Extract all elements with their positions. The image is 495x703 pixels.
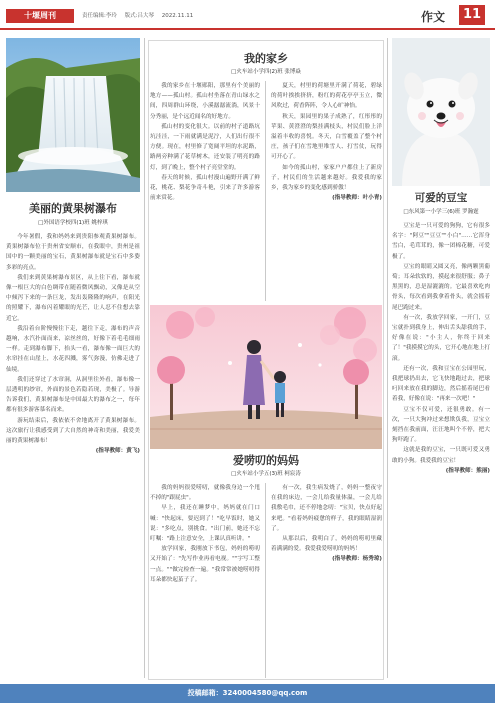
paragraph: 我的妈妈很爱唠叨，就像我身边一个甩不掉的"跟屁虫"。 [150, 485, 260, 502]
paragraph: 豆宝的眼睛又圆又亮，像两颗黑葡萄；耳朵软软的，摸起来很舒服；鼻子黑黑的，总是湿漉漉的。它最喜欢吃肉骨头，每次看到我拿着骨头，就会摇着尾巴跑过来。 [392, 263, 490, 311]
paragraph: 我们来到黄果树瀑布景区，从上往下看，瀑布就像一根巨大的白色绸带在随着微风飘动，又像是从空中倾泻下来的一条巨龙，发出轰隆隆的响声，在阳光的照耀下，瀑布闪着耀眼的光芒，让人忍不住想去靠近它。 [6, 274, 140, 322]
teacher-credit: (指导教师：黄飞) [95, 448, 140, 455]
paragraph: 有一次，我放学回家，一开门，豆宝就扑到我身上，伸出舌头舔我的手，好像在说："小主人，你终于回来了！"我摸摸它的头，它开心地在地上打滚。 [392, 314, 490, 362]
paragraph: 豆宝不仅可爱，还很勇敢。有一次，一只大狗冲过来想欺负我，豆宝立刻挡在我前面，汪汪地叫个不停，把大狗吓跑了。 [392, 406, 490, 444]
paragraph: 如今的孤山村，家家户户都住上了新房子，村民们的生活越来越好。我爱我的家乡，我为家乡的变化感到骄傲！ [271, 164, 382, 192]
article-body [150, 81, 260, 303]
paragraph: 我们还穿过了水帘洞，从洞里往外看，瀑布像一层透明的纱帘，外面的景色若隐若现，美极了。导游告诉我们，黄果树瀑布是中国最大的瀑布之一，每年都有很多游客慕名而来。 [6, 376, 140, 414]
layout-credit: 版式:吕大琴 [124, 13, 154, 19]
article-byline: □东风第一小学三(6)班 罗瀚霆 [403, 209, 479, 215]
article-body [150, 483, 260, 678]
paragraph: 放学回家，我刚放下书包，妈妈的唠叨又开始了："先写作业再看电视。""字写工整一点。""做完检查一遍。"我常常被她唠叨得耳朵都快起茧子了。 [150, 546, 260, 583]
article-byline: □外国语学校四(1)班 姚梓琪 [38, 220, 108, 226]
article-body [6, 232, 140, 678]
header-meta [82, 11, 199, 19]
article-body [392, 221, 490, 678]
paragraph: 早上，我还在睡梦中，妈妈就在门口喊："快起床，要迟到了！"吃早饭时，她又说："多吃点，别挑食。"出门前，她还不忘叮嘱："路上注意安全，上课认真听讲。" [150, 505, 260, 543]
article-title: 美丽的黄果树瀑布 [29, 202, 117, 215]
page-header [0, 0, 495, 30]
column-divider [387, 38, 388, 678]
article-body [271, 81, 382, 303]
paragraph: 孤山村的变化很大。以前的村子道路坑坑洼洼，一下雨就满是泥泞，人们出行很不方便。现在，村里修了宽阔平坦的水泥路，路两旁种满了花草树木，还安装了明亮的路灯，到了晚上，整个村子亮堂堂的。 [150, 123, 260, 171]
teacher-credit: (指导教师：杨秀琼) [332, 556, 382, 563]
column-divider [144, 38, 145, 678]
submission-email: 投稿邮箱：3240004580@qq.com [187, 689, 308, 697]
paragraph: 豆宝是一只可爱的狗狗，它有很多名字："阿豆""豆豆""小白"……它浑身雪白，毛茸茸的，像一团棉花糖，可爱极了。 [392, 223, 490, 260]
mother-child-illustration [150, 305, 382, 449]
paragraph: 我沿着台阶慢慢往下走，越往下走，瀑布的声音越响，水汽扑面而来，凉丝丝的，好像下着毛毛细雨一样。走到瀑布脚下，抬头一看，瀑布像一面巨大的水帘挂在山崖上，水花四溅，雾气弥漫，仿佛走进了仙境。 [6, 325, 140, 373]
paragraph: 秋天，果园里的果子成熟了，红彤彤的苹果、黄澄澄的梨挂满枝头，村民们脸上洋溢着丰收的喜悦。冬天，白雪覆盖了整个村庄，孩子们在雪地里堆雪人、打雪仗，玩得可开心了。 [271, 113, 382, 161]
dog-photo [392, 38, 490, 186]
paragraph: 今年暑假，我和妈妈来到贵阳参观黄果树瀑布。黄果树瀑布位于贵州省安顺市，在我眼中，贵州是祖国中的一颗美丽的宝石，黄果树瀑布就是宝石中多姿多彩的亮点。 [6, 234, 140, 271]
issue-date: 2022.11.11 [161, 13, 194, 19]
paragraph: 春天的时候，孤山村漫山遍野开满了鲜花，桃花、梨花争奇斗艳，引来了许多游客前来赏花。 [150, 174, 260, 202]
paragraph: 从那以后，我明白了，妈妈的唠叨里藏着满满的爱。我爱我爱唠叨的妈妈！ [271, 536, 382, 553]
paragraph: 夏天，村里的荷塘里开满了荷花，碧绿的荷叶挨挨挤挤，粉红的荷花亭亭玉立，微风吹过，荷香阵阵，令人心旷神怡。 [271, 83, 382, 110]
article-byline: □火车站小学四(2)班 张博焱 [231, 69, 301, 75]
paragraph: 有一次，我生病发烧了，妈妈一整夜守在我的床边，一会儿给我量体温，一会儿给我敷毛巾，还不停地念叨："宝贝，快点好起来吧。"看着妈妈疲惫的样子，我的眼睛湿润了。 [271, 485, 382, 532]
waterfall-photo [6, 38, 140, 192]
teacher-credit: (指导教师：熊丽) [445, 467, 490, 474]
editor-credit: 责任编辑:李玲 [82, 13, 117, 19]
article-title: 我的家乡 [244, 52, 288, 65]
article-body [271, 483, 382, 678]
article-title: 可爱的豆宝 [414, 192, 468, 204]
article-byline: □火车站小学五(3)班 柯宸涛 [231, 471, 301, 477]
page-footer [0, 684, 495, 703]
teacher-credit: (指导教师：叶小青) [332, 195, 382, 202]
newspaper-name: 十堰周刊 [6, 9, 74, 23]
section-title: 作文 [421, 10, 446, 24]
paragraph: 这就是我的豆宝，一只既可爱又勇敢的小狗。我爱我的豆宝！ [392, 447, 490, 464]
paragraph: 我的家乡在十堰郧阳，那里有个美丽的地方——孤山村。孤山村坐落在青山绿水之间，四周群山环绕，小溪潺潺流淌，风景十分秀丽，是个远近闻名的好地方。 [150, 83, 260, 120]
page-number: 11 [459, 5, 485, 25]
article-title: 爱唠叨的妈妈 [233, 454, 299, 467]
paragraph: 还有一次，我和豆宝在公园里玩，我把球扔出去，它飞快地跑过去，把球叼回来放在我的脚边，然后摇着尾巴看着我，好像在说："再来一次吧！" [392, 365, 490, 403]
paragraph: 游玩结束后，我依依不舍地离开了黄果树瀑布。这次旅行让我感受到了大自然的神奇和美丽，我爱美丽的黄果树瀑布！ [6, 417, 140, 445]
